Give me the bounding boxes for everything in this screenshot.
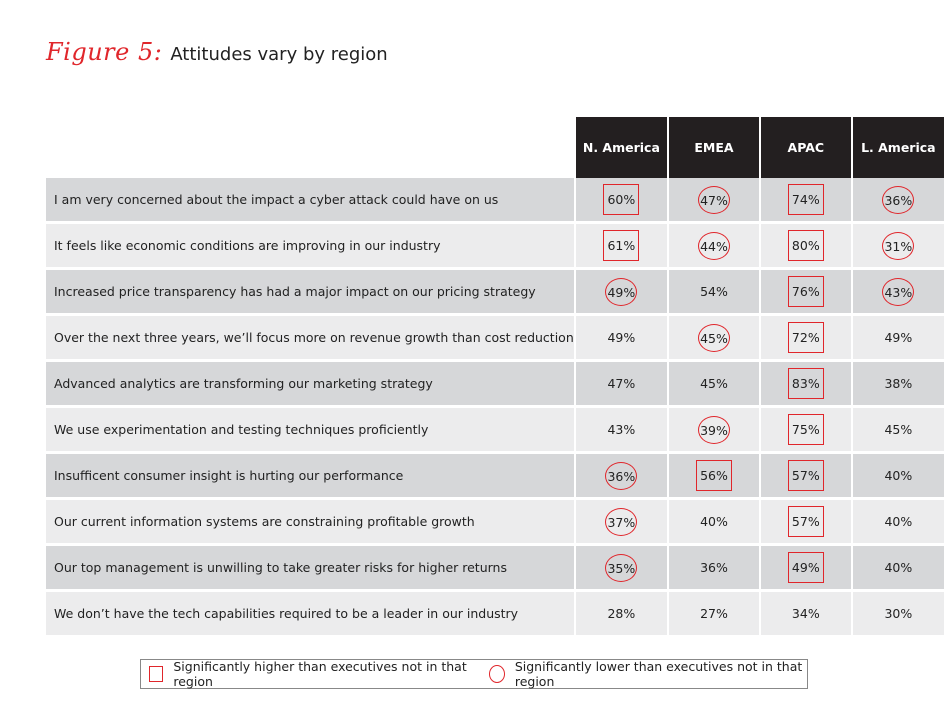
value-text: 54% bbox=[700, 284, 728, 299]
figure-label: Figure 5: bbox=[46, 38, 163, 66]
row-statement: Insufficent consumer insight is hurting our performance bbox=[46, 454, 574, 500]
row-statement: We don’t have the tech capabilities required to be a leader in our industry bbox=[46, 592, 574, 638]
value-cell bbox=[667, 270, 759, 316]
value-cell bbox=[574, 500, 667, 546]
value-text: 43% bbox=[607, 422, 636, 437]
value-higher: 72% bbox=[788, 322, 824, 353]
value-cell bbox=[759, 224, 851, 270]
value-higher: 57% bbox=[788, 460, 824, 491]
value-cell bbox=[851, 592, 944, 638]
value-higher: 80% bbox=[788, 230, 824, 261]
row-statement: I am very concerned about the impact a cyber attack could have on us bbox=[46, 178, 574, 224]
column-header-n-america: N. America bbox=[574, 117, 667, 178]
value-cell bbox=[574, 454, 667, 500]
value-lower: 37% bbox=[605, 508, 637, 536]
value-lower: 35% bbox=[605, 554, 637, 582]
legend-label-higher: Significantly higher than executives not in that region bbox=[173, 659, 467, 689]
table-row bbox=[46, 178, 944, 224]
value-text: 49% bbox=[607, 330, 636, 345]
value-cell bbox=[759, 454, 851, 500]
value-cell bbox=[574, 362, 667, 408]
value-text: 45% bbox=[700, 376, 728, 391]
survey-table bbox=[46, 117, 944, 638]
value-text: 40% bbox=[700, 514, 728, 529]
value-cell bbox=[574, 408, 667, 454]
value-cell bbox=[574, 270, 667, 316]
value-cell bbox=[851, 362, 944, 408]
row-statement: We use experimentation and testing techniques proficiently bbox=[46, 408, 574, 454]
value-higher: 61% bbox=[603, 230, 639, 261]
value-cell bbox=[667, 454, 759, 500]
column-header-l-america: L. America bbox=[851, 117, 944, 178]
chart-title: Attitudes vary by region bbox=[170, 44, 388, 65]
value-text: 38% bbox=[884, 376, 913, 391]
value-lower: 44% bbox=[698, 232, 730, 260]
value-text: 36% bbox=[700, 560, 728, 575]
value-cell bbox=[574, 592, 667, 638]
value-text: 28% bbox=[607, 606, 636, 621]
value-cell bbox=[851, 224, 944, 270]
row-statement: Advanced analytics are transforming our marketing strategy bbox=[46, 362, 574, 408]
column-header-apac: APAC bbox=[759, 117, 851, 178]
row-statement: Increased price transparency has had a major impact on our pricing strategy bbox=[46, 270, 574, 316]
value-cell bbox=[667, 592, 759, 638]
value-cell bbox=[759, 316, 851, 362]
table-body bbox=[46, 178, 944, 638]
row-statement: It feels like economic conditions are improving in our industry bbox=[46, 224, 574, 270]
table-header-row bbox=[46, 117, 944, 178]
value-cell bbox=[759, 592, 851, 638]
value-lower: 36% bbox=[882, 186, 914, 214]
value-lower: 36% bbox=[605, 462, 637, 490]
value-text: 34% bbox=[791, 606, 820, 621]
table-row bbox=[46, 316, 944, 362]
table-row bbox=[46, 224, 944, 270]
value-higher: 75% bbox=[788, 414, 824, 445]
value-text: 47% bbox=[607, 376, 636, 391]
value-cell bbox=[667, 546, 759, 592]
value-cell bbox=[759, 270, 851, 316]
value-higher: 60% bbox=[603, 184, 639, 215]
value-text: 45% bbox=[884, 422, 913, 437]
value-text: 40% bbox=[884, 468, 913, 483]
header-corner bbox=[46, 117, 574, 178]
row-statement: Our top management is unwilling to take greater risks for higher returns bbox=[46, 546, 574, 592]
value-text: 40% bbox=[884, 560, 913, 575]
value-cell bbox=[851, 408, 944, 454]
table-row bbox=[46, 546, 944, 592]
value-cell bbox=[667, 500, 759, 546]
value-lower: 43% bbox=[882, 278, 914, 306]
value-cell bbox=[574, 316, 667, 362]
value-cell bbox=[574, 178, 667, 224]
value-cell bbox=[851, 270, 944, 316]
value-text: 40% bbox=[884, 514, 913, 529]
value-cell bbox=[851, 454, 944, 500]
value-cell bbox=[667, 408, 759, 454]
value-cell bbox=[851, 316, 944, 362]
table-row bbox=[46, 592, 944, 638]
value-text: 30% bbox=[884, 606, 913, 621]
value-cell bbox=[759, 546, 851, 592]
value-text: 27% bbox=[700, 606, 728, 621]
value-cell bbox=[851, 178, 944, 224]
legend-circle-icon bbox=[489, 665, 505, 683]
table-row bbox=[46, 270, 944, 316]
value-cell bbox=[851, 500, 944, 546]
value-cell bbox=[759, 362, 851, 408]
table-row bbox=[46, 362, 944, 408]
value-cell bbox=[667, 316, 759, 362]
value-lower: 45% bbox=[698, 324, 730, 352]
value-lower: 47% bbox=[698, 186, 730, 214]
value-higher: 74% bbox=[788, 184, 824, 215]
legend-label-lower: Significantly lower than executives not in that region bbox=[514, 659, 803, 689]
value-higher: 57% bbox=[788, 506, 824, 537]
value-higher: 49% bbox=[788, 552, 824, 583]
value-cell bbox=[667, 362, 759, 408]
value-higher: 76% bbox=[788, 276, 824, 307]
value-cell bbox=[667, 224, 759, 270]
value-lower: 49% bbox=[605, 278, 637, 306]
value-text: 49% bbox=[884, 330, 913, 345]
value-cell bbox=[759, 500, 851, 546]
row-statement: Over the next three years, we’ll focus more on revenue growth than cost reduction bbox=[46, 316, 574, 362]
value-lower: 39% bbox=[698, 416, 730, 444]
row-statement: Our current information systems are constraining profitable growth bbox=[46, 500, 574, 546]
table-row bbox=[46, 454, 944, 500]
value-cell bbox=[759, 408, 851, 454]
legend-box-icon bbox=[149, 666, 163, 682]
legend bbox=[140, 659, 808, 689]
value-cell bbox=[667, 178, 759, 224]
value-higher: 83% bbox=[788, 368, 824, 399]
column-header-emea: EMEA bbox=[667, 117, 759, 178]
value-cell bbox=[759, 178, 851, 224]
value-lower: 31% bbox=[882, 232, 914, 260]
value-cell bbox=[574, 224, 667, 270]
value-cell bbox=[574, 546, 667, 592]
value-cell bbox=[851, 546, 944, 592]
table-row bbox=[46, 500, 944, 546]
figure-title bbox=[46, 38, 388, 66]
table-row bbox=[46, 408, 944, 454]
value-higher: 56% bbox=[696, 460, 732, 491]
